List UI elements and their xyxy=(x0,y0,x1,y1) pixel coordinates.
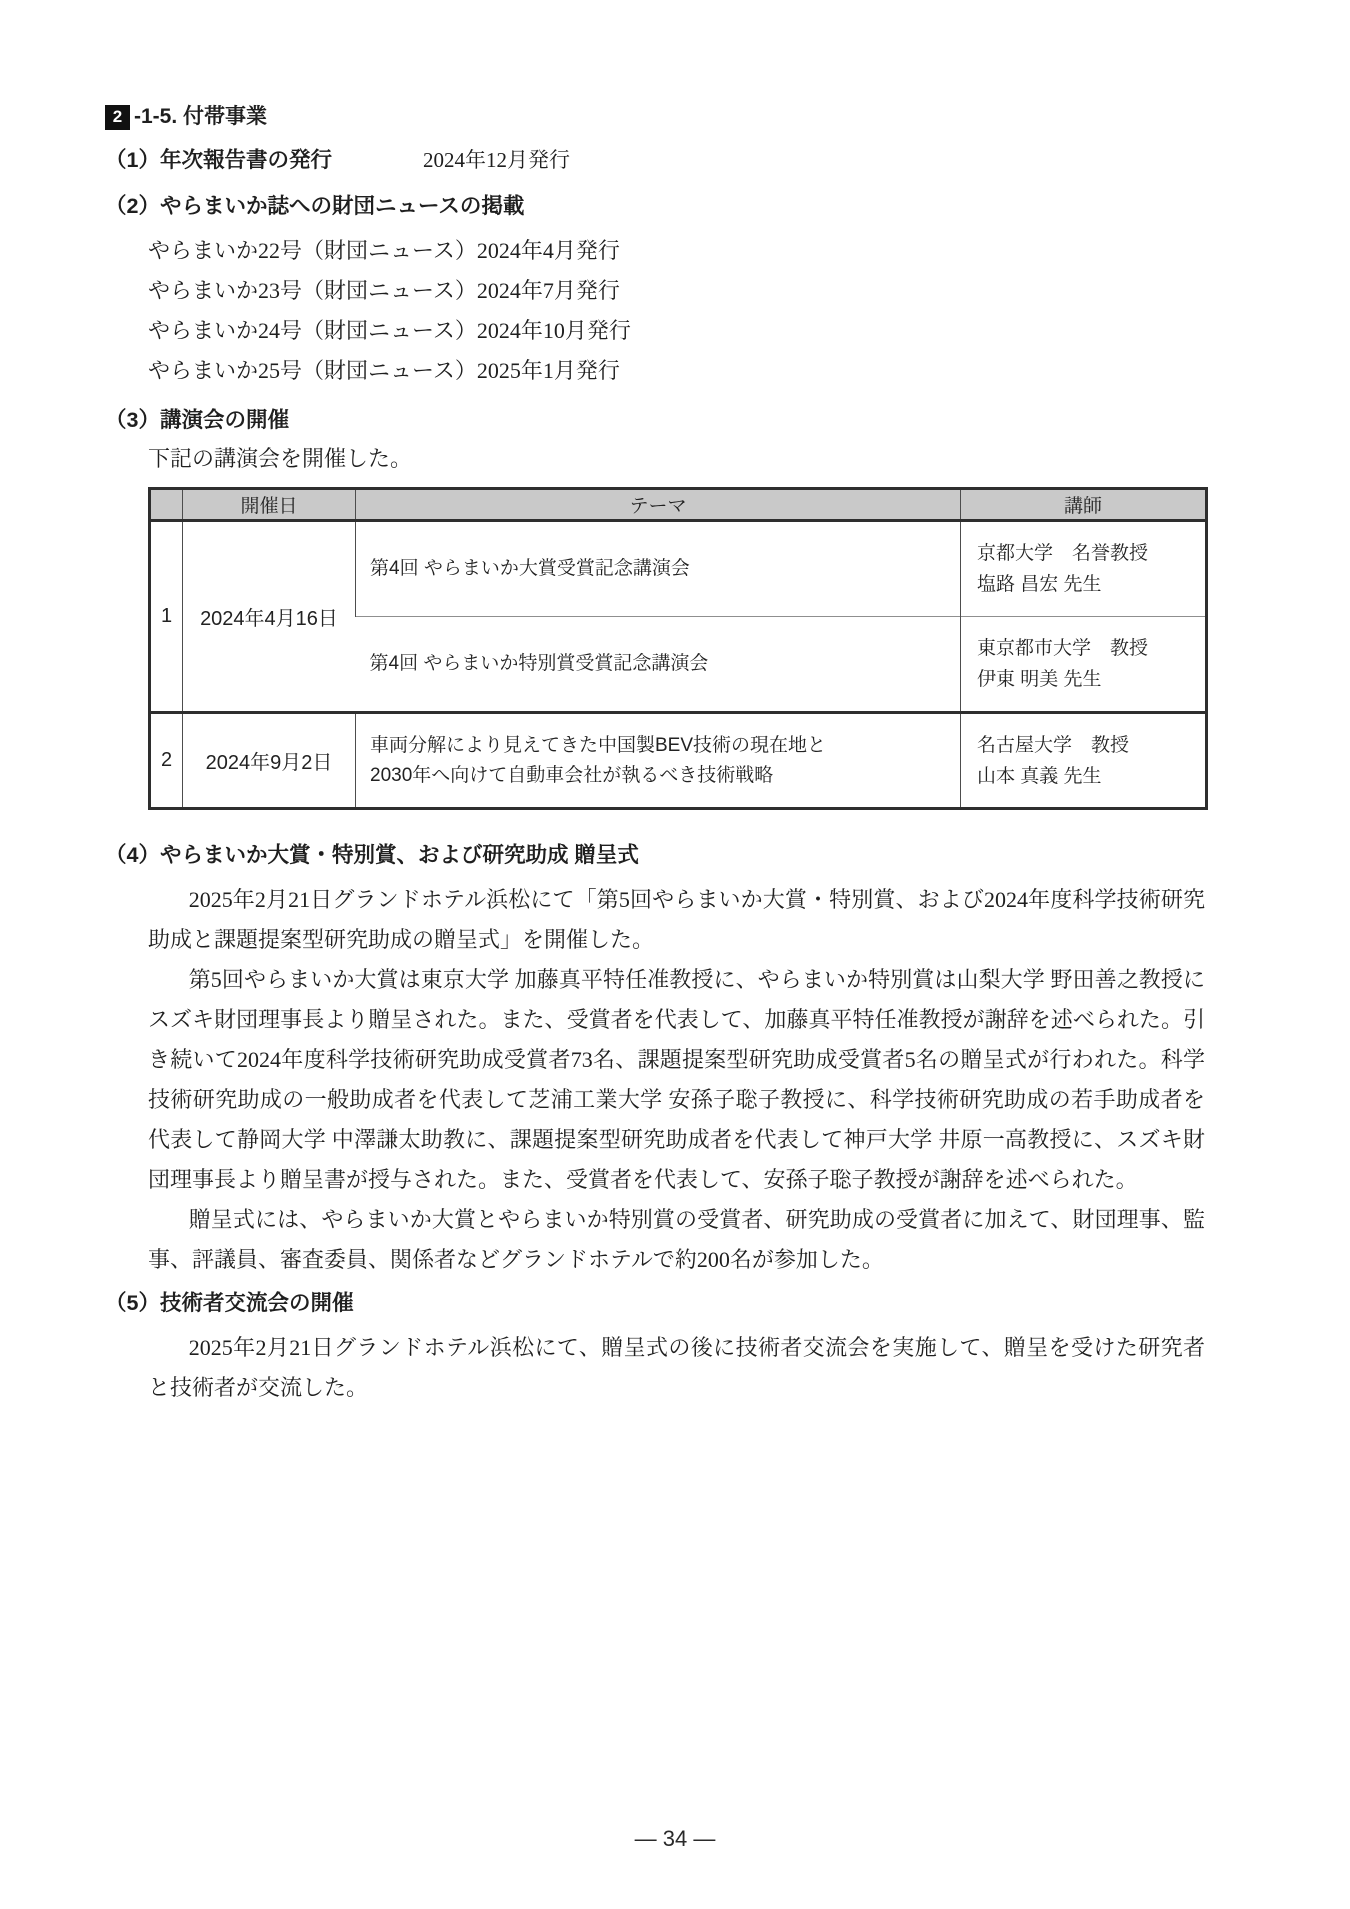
lecturer-affiliation: 京都大学 名誉教授 xyxy=(977,543,1149,564)
section-title xyxy=(105,103,1205,131)
annual-report-date-note: 2024年12月発行 xyxy=(423,148,570,172)
page-number: — 34 — xyxy=(634,1826,716,1851)
date-cell: 2024年4月16日 xyxy=(183,521,356,713)
award-ceremony-body xyxy=(148,880,1205,1280)
heading-lectures: （3）講演会の開催 xyxy=(105,408,289,432)
engineer-exchange-body xyxy=(148,1328,1205,1408)
lecture-table xyxy=(148,487,1208,810)
lecturer-name: 塩路 昌宏 先生 xyxy=(977,574,1102,595)
column-header-no xyxy=(150,489,183,521)
table-row xyxy=(150,713,1207,809)
news-issue-list xyxy=(148,231,1205,391)
paragraph: 2025年2月21日グランドホテル浜松にて「第5回やらまいか大賞・特別賞、および2024年度科学技術研究助成と課題提案型研究助成の贈呈式」を開催した。 xyxy=(148,887,1205,952)
lecturer-name: 伊東 明美 先生 xyxy=(977,669,1102,690)
heading-foundation-news: （2）やらまいか誌への財団ニュースの掲載 xyxy=(105,194,525,218)
heading-engineer-exchange: （5）技術者交流会の開催 xyxy=(105,1291,354,1315)
section-title-text: -1-5. 付帯事業 xyxy=(134,105,268,128)
lecturer-affiliation: 名古屋大学 教授 xyxy=(977,734,1130,756)
section-number-badge: 2 xyxy=(105,105,130,130)
list-item: やらまいか23号（財団ニュース）2024年7月発行 xyxy=(148,278,620,303)
lecturer-affiliation: 東京都市大学 教授 xyxy=(977,638,1149,659)
table-row xyxy=(150,521,1207,617)
heading-annual-report: （1）年次報告書の発行 xyxy=(105,148,332,172)
row-number-cell: 2 xyxy=(150,713,183,809)
paragraph: 贈呈式には、やらまいか大賞とやらまいか特別賞の受賞者、研究助成の受賞者に加えて、財団理事、監事、評議員、審査委員、関係者などグランドホテルで約200名が参加した。 xyxy=(148,1207,1205,1272)
column-header-date: 開催日 xyxy=(183,489,356,521)
table-header-row xyxy=(150,489,1207,521)
heading-award-ceremony: （4）やらまいか大賞・特別賞、および研究助成 贈呈式 xyxy=(105,843,639,867)
lecture-intro-text: 下記の講演会を開催した。 xyxy=(148,446,413,471)
lecturer-cell xyxy=(961,713,1207,809)
list-item: やらまいか24号（財団ニュース）2024年10月発行 xyxy=(148,318,631,343)
page-content xyxy=(105,103,1205,1408)
date-cell: 2024年9月2日 xyxy=(183,713,356,809)
list-item: やらまいか22号（財団ニュース）2024年4月発行 xyxy=(148,238,620,263)
theme-cell xyxy=(356,713,961,809)
column-header-theme: テーマ xyxy=(356,489,961,521)
lecturer-name: 山本 真義 先生 xyxy=(977,765,1102,787)
theme-line: 車両分解により見えてきた中国製BEV技術の現在地と xyxy=(370,734,827,756)
subsection-1-row xyxy=(105,144,1205,176)
column-header-lecturer: 講師 xyxy=(961,489,1207,521)
paragraph: 第5回やらまいか大賞は東京大学 加藤真平特任准教授に、やらまいか特別賞は山梨大学 野田善之教授にスズキ財団理事長より贈呈された。また、受賞者を代表して、加藤真平特任准教授が謝辞を述べられた。引き続いて2024年度科学技術研究助成受賞者73名、課題提案型研究助成受賞者5名の贈呈式が行われた。科学技術研究助成の一般助成者を代表して芝浦工業大学 安孫子聡子教授に、科学技術研究助成の若手助成者を代表して静岡大学 中澤謙太助教に、課題提案型研究助成者を代表して神戸大学 井原一高教授に、スズキ財団理事長より贈呈書が授与された。また、受賞者を代表して、安孫子聡子教授が謝辞を述べられた。 xyxy=(148,967,1205,1192)
theme-line: 2030年へ向けて自動車会社が執るべき技術戦略 xyxy=(370,764,774,786)
list-item: やらまいか25号（財団ニュース）2025年1月発行 xyxy=(148,358,620,383)
row-number-cell: 1 xyxy=(150,521,183,713)
paragraph: 2025年2月21日グランドホテル浜松にて、贈呈式の後に技術者交流会を実施して、贈呈を受けた研究者と技術者が交流した。 xyxy=(148,1335,1205,1400)
lecturer-cell xyxy=(961,617,1207,713)
theme-cell: 第4回 やらまいか大賞受賞記念講演会 xyxy=(356,521,961,617)
theme-cell: 第4回 やらまいか特別賞受賞記念講演会 xyxy=(356,617,961,713)
lecturer-cell xyxy=(961,521,1207,617)
